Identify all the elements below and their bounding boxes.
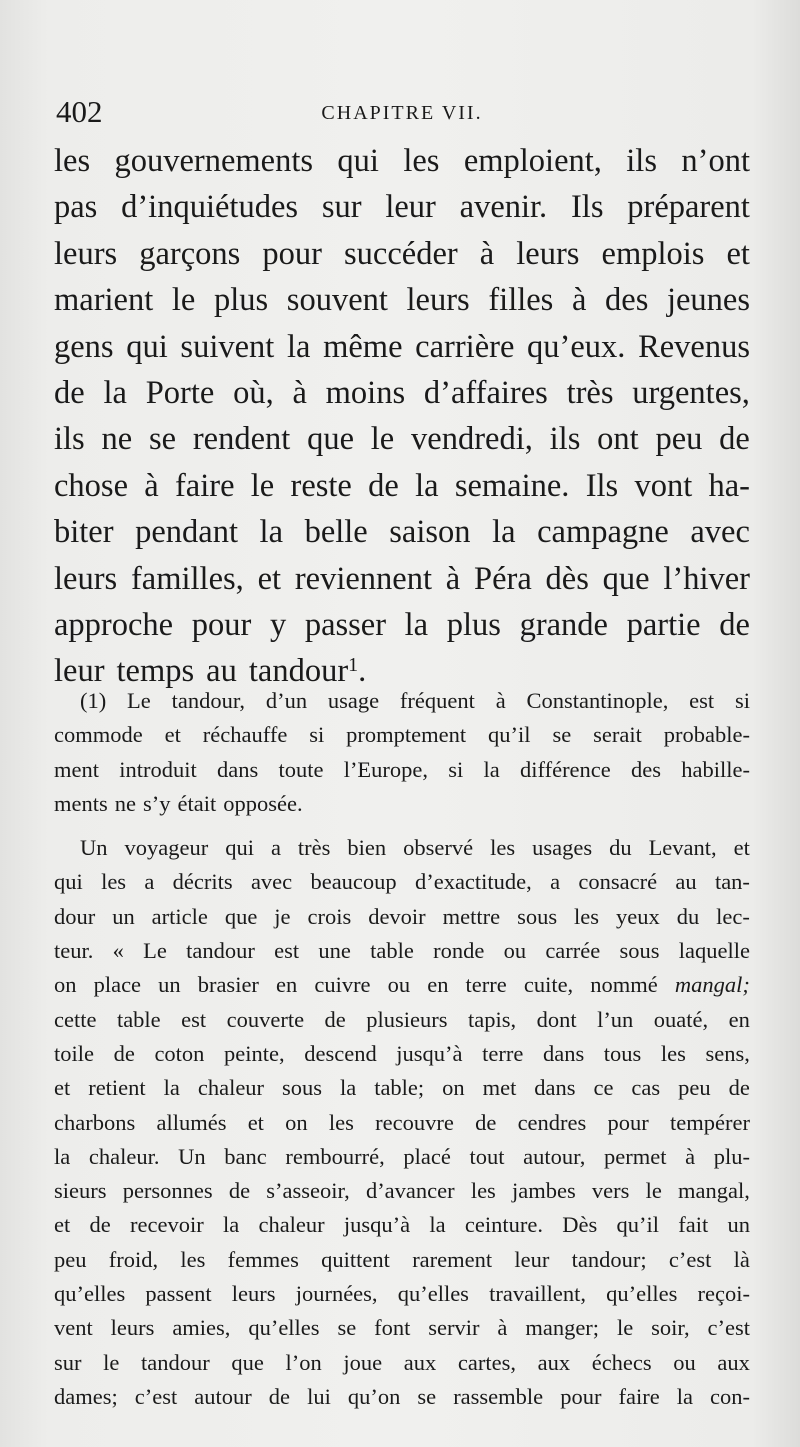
footnote-reference: 1 (348, 654, 359, 677)
footnote-line: qu’elles passent leurs journées, qu’elles travaillent, qu’elles reçoi- (54, 1281, 750, 1307)
footnote-line: on place un brasier en cuivre ou en terre cuite, nommé mangal; (54, 968, 750, 1002)
text-line: chose à faire le reste de la semaine. Ils vont ha- (54, 467, 750, 504)
footnote-area (54, 684, 750, 1414)
footnote-line: charbons allumés et on les recouvre de cendres pour tempérer (54, 1109, 750, 1135)
footnote-line: sur le tandour que l’on joue aux cartes, aux échecs ou aux (54, 1349, 750, 1375)
italic-term: mangal; (674, 972, 750, 998)
footnote-line: Un voyageur qui a très bien observé les usages du Levant, et (80, 835, 750, 861)
footnote-line: dour un article que je crois devoir mettre sous les yeux du lec- (54, 903, 750, 929)
text-line: de la Porte où, à moins d’affaires très urgentes, (54, 374, 750, 411)
footnote-line: (1) Le tandour, d’un usage fréquent à Constantinople, est si (80, 688, 750, 713)
text-line: pas d’inquiétudes sur leur avenir. Ils préparent (54, 189, 750, 226)
footnote-line: peu froid, les femmes quittent rarement leur tandour; c’est là (54, 1246, 750, 1272)
page-header (56, 94, 748, 134)
footnote-line: cette table est couverte de plusieurs tapis, dont l’un ouaté, en (54, 1006, 750, 1032)
page-number: 402 (56, 94, 103, 129)
footnote-line: ments ne s’y était opposée. (54, 790, 303, 816)
footnote-line: ment introduit dans toute l’Europe, si la différence des habille- (54, 756, 750, 782)
footnote-line: qui les a décrits avec beaucoup d’exactitude, a consacré au tan- (54, 869, 750, 895)
text-line: marient le plus souvent leurs filles à des jeunes (54, 282, 750, 319)
footnote-line: sieurs personnes de s’asseoir, d’avancer les jambes vers le mangal, (54, 1178, 750, 1204)
footnote-line: et retient la chaleur sous la table; on met dans ce cas peu de (54, 1075, 750, 1101)
footnote-line: teur. « Le tandour est une table ronde ou carrée sous laquelle (54, 938, 750, 964)
text-line: leurs familles, et reviennent à Péra dès que l’hiver (54, 560, 750, 597)
running-head: CHAPITRE VII. (321, 102, 483, 124)
main-text (54, 138, 750, 695)
text-line: biter pendant la belle saison la campagne avec (54, 514, 750, 551)
footnote-line: commode et réchauffe si promptement qu’il se serait probable- (54, 722, 750, 748)
footnote-line: et de recevoir la chaleur jusqu’à la ceinture. Dès qu’il fait un (54, 1212, 750, 1238)
text-line: leurs garçons pour succéder à leurs emplois et (54, 235, 750, 272)
footnote-line: vent leurs amies, qu’elles se font servir à manger; le soir, c’est (54, 1315, 750, 1341)
text-line: leur temps au tandour$^1$. (54, 653, 367, 690)
footnote-line: toile de coton peinte, descend jusqu’à terre dans tous les sens, (54, 1040, 750, 1066)
text-line: approche pour y passer la plus grande partie de (54, 606, 750, 643)
text-line: les gouvernements qui les emploient, ils n’ont (54, 143, 750, 179)
footnote-line: dames; c’est autour de lui qu’on se rassemble pour faire la con- (54, 1383, 750, 1409)
footnote-line: la chaleur. Un banc rembourré, placé tout autour, permet à plu- (54, 1143, 750, 1169)
text-line: gens qui suivent la même carrière qu’eux. Revenus (54, 328, 750, 365)
text-line: ils ne se rendent que le vendredi, ils ont peu de (54, 421, 750, 458)
